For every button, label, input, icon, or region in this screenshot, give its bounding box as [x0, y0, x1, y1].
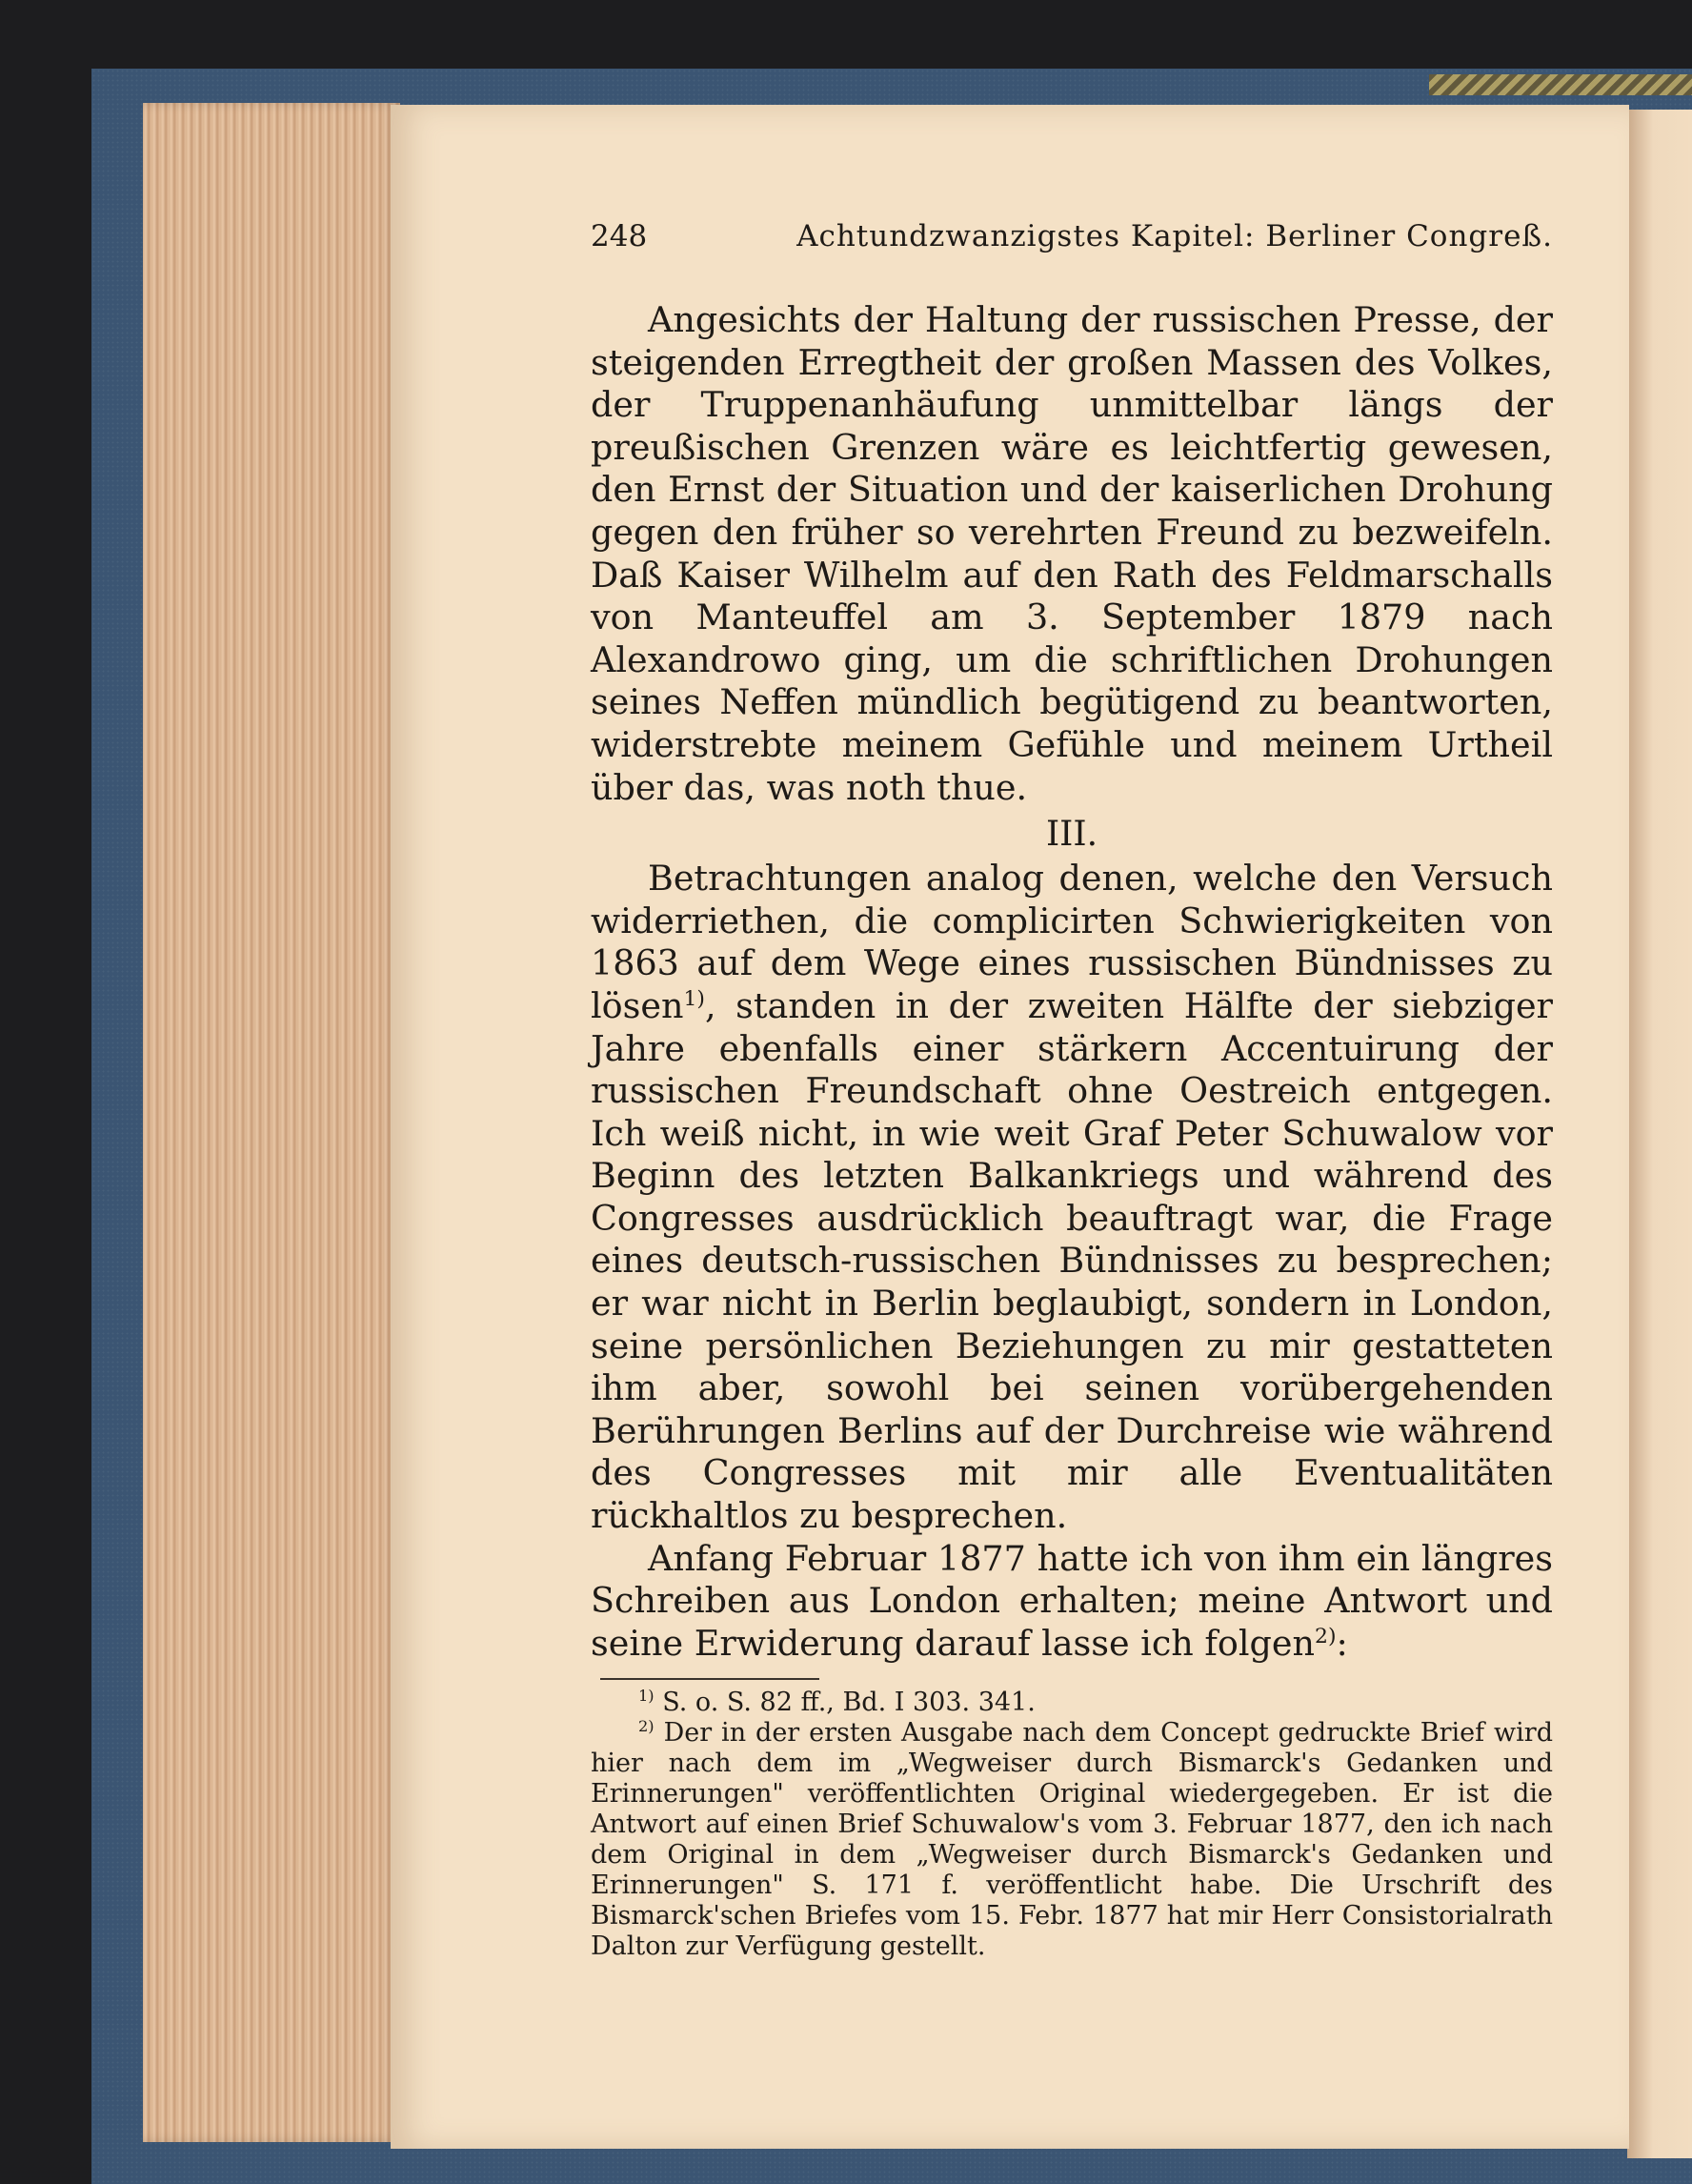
footnote-2-marker: 2): [638, 1717, 655, 1736]
section-heading: III.: [1045, 815, 1098, 855]
paragraph-2-text-a: Betrachtungen analog denen, welche den Versuch widerriethen, die complicirten Schwierigkeiten von 1863 auf dem Wege eines russischen Bündnisses zu lösen: [591, 858, 1553, 1026]
paragraph-3: [591, 1538, 1553, 1666]
paragraph-3-text-a: Anfang Februar 1877 hatte ich von ihm ein längres Schreiben aus London erhalten; meine Antwort und seine Erwiderung darauf lasse ich folgen: [591, 1537, 1553, 1664]
paragraph-2: [591, 858, 1553, 1538]
paragraph-1: Angesichts der Haltung der russischen Presse, der steigenden Erregtheit der großen Massen des Volkes, der Truppenanhäufung unmittelbar längs der preußischen Grenzen wäre es leichtfertig gewesen, den Ernst der Situation und der kaiserlichen Drohung gegen den früher so verehrten Freund zu bezweifeln. Daß Kaiser Wilhelm auf den Rath des Feldmarschalls von Manteuffel am 3. September 1879 nach Alexandrowo ging, um die schriftlichen Drohungen seines Neffen mündlich begütigend zu beantworten, widerstrebte meinem Gefühle und meinem Urtheil über das, was noth thue.: [591, 299, 1553, 808]
next-page-edge: [1627, 110, 1692, 2158]
running-header: [591, 219, 1553, 253]
footnote-ref-1: 1): [683, 986, 705, 1011]
page-edges: [143, 103, 400, 2142]
paragraph-2-text-b: , standen in der zweiten Hälfte der siebziger Jahre ebenfalls einer stärkern Accentuirung der russischen Freundschaft ohne Oestreich entgegen. Ich weiß nicht, in wie weit Graf Peter Schuwalow vor Beginn des letzten Balkankriegs und während des Congresses ausdrücklich beauftragt war, die Frage eines deutsch-russischen Bündnisses zu besprechen; er war nicht in Berlin beglaubigt, sondern in London, seine persönlichen Beziehungen zu mir gestatteten ihm aber, sowohl bei seinen vorübergehenden Berührungen Berlins auf der Durchreise wie während des Congresses mit mir alle Eventualitäten rückhaltlos zu besprechen.: [591, 984, 1553, 1537]
footnote-1: [591, 1688, 1553, 1718]
footnote-1-text: S. o. S. 82 ff., Bd. I 303. 341.: [654, 1688, 1036, 1718]
running-title: Achtundzwanzigstes Kapitel: Berliner Congreß.: [796, 219, 1553, 253]
footnote-2: [591, 1718, 1553, 1962]
page-content: [591, 219, 1553, 1962]
page-number: 248: [591, 219, 648, 253]
footnote-2-text: Der in der ersten Ausgabe nach dem Concept gedruckte Brief wird hier nach dem im „Wegweiser durch Bismarck's Gedanken und Erinnerungen" veröffentlichten Original wiedergegeben. Er ist die Antwort auf einen Brief Schuwalow's vom 3. Februar 1877, den ich nach dem Original in dem „Wegweiser durch Bismarck's Gedanken und Erinnerungen" S. 171 f. veröffentlicht habe. Die Urschrift des Bismarck'schen Briefes vom 15. Febr. 1877 hat mir Herr Consistorialrath Dalton zur Verfügung gestellt.: [591, 1718, 1553, 1962]
footnote-rule: [600, 1678, 819, 1680]
footnote-ref-2: 2): [1315, 1624, 1337, 1648]
paragraph-3-text-b: :: [1336, 1622, 1348, 1664]
spine-gilt: [1429, 74, 1692, 95]
footnote-1-marker: 1): [638, 1687, 655, 1706]
